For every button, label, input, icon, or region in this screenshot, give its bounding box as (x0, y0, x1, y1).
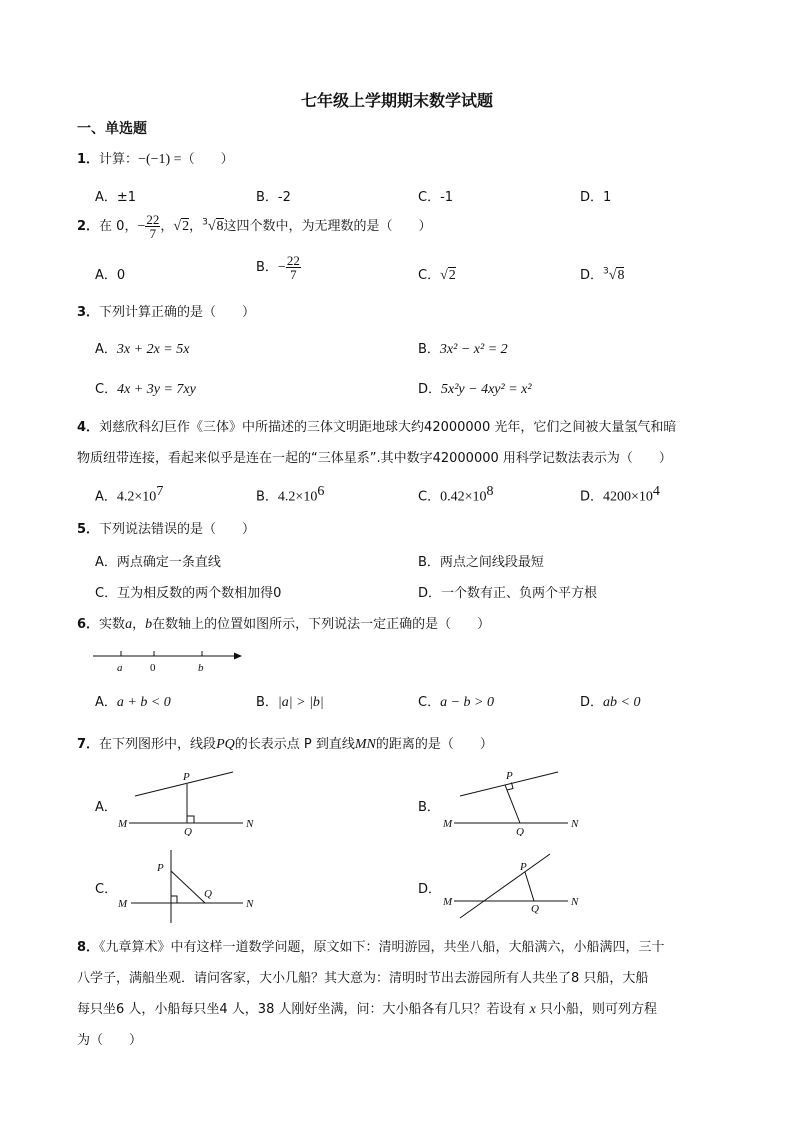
question-8-line2: 八学子，满船坐观．请问客家，大小几船？其大意为：清明时节出去游园所有人共坐了8 只船，大船 (77, 971, 649, 986)
question-1 (77, 148, 234, 168)
svg-text:P: P (520, 861, 527, 873)
q2-option-d[interactable]: D．$^3$√8 (580, 266, 625, 283)
question-number: 2． (77, 219, 100, 234)
q5-option-a[interactable]: A．两点确定一条直线 (95, 555, 221, 570)
q7-figure-d (440, 846, 590, 926)
q7-figure-c (115, 846, 265, 926)
question-2: 2．在 0，− $\frac{22}{7}$ ，√2，$^3$√8这四个数中，为无理数的是（ ） (77, 212, 432, 241)
q7-option-c[interactable]: C． (95, 882, 118, 897)
sqrt-radicand: 2 (182, 219, 190, 234)
q1-option-c[interactable]: C．-1 (418, 190, 454, 205)
svg-text:N: N (246, 898, 254, 910)
q3-option-d[interactable]: D．5x²y − 4xy² = x² (418, 382, 532, 397)
q6-option-b[interactable]: B．|a| > |b| (256, 695, 324, 710)
question-6: 6．实数a，b在数轴上的位置如图所示，下列说法一定正确的是（ ） (77, 617, 491, 632)
number-line-figure (90, 646, 250, 674)
q2-option-b[interactable]: B．− $\frac{22}{7}$ (256, 253, 300, 282)
page-title: 七年级上学期期末数学试题 (300, 91, 493, 110)
q3-option-c[interactable]: C．4x + 3y = 7xy (95, 382, 196, 397)
svg-text:M: M (443, 896, 453, 908)
q6-option-c[interactable]: C．a − b > 0 (418, 695, 494, 710)
axis-label-zero: 0 (150, 662, 156, 674)
section-heading: 一、单选题 (77, 121, 147, 137)
q5-option-b[interactable]: B．两点之间线段最短 (418, 555, 544, 570)
svg-text:P: P (183, 771, 190, 783)
svg-text:N: N (246, 818, 254, 830)
q2-option-c[interactable]: C．√2 (418, 268, 456, 283)
q4-option-b[interactable]: B．$4.2\times 10^6$ (256, 484, 325, 505)
svg-text:M: M (118, 818, 128, 830)
q1-option-d[interactable]: D．1 (580, 190, 612, 205)
svg-text:Q: Q (516, 826, 524, 836)
question-4-line2: 物质纽带连接，看起来似乎是连在一起的“三体星系”.其中数字42000000 用科学记数法表示为（ ） (77, 451, 672, 466)
axis-label-a: a (117, 662, 123, 674)
cbrt-radicand: 8 (216, 219, 224, 234)
svg-text:Q: Q (531, 903, 539, 915)
svg-text:Q: Q (184, 826, 192, 836)
question-text-2: 这四个数中，为无理数的是（ ） (223, 219, 432, 234)
question-number: 1． (77, 152, 100, 167)
q7-option-d[interactable]: D． (418, 882, 442, 897)
question-8-line4: 为（ ） (77, 1033, 143, 1048)
q7-option-a[interactable]: A． (95, 800, 117, 815)
math-expression: −(−1) = (138, 152, 182, 167)
q1-option-b[interactable]: B．-2 (256, 190, 291, 205)
svg-text:M: M (443, 818, 453, 830)
fraction: $\frac{22}{7}$ (146, 212, 160, 241)
q3-option-b[interactable]: B．3x² − x² = 2 (418, 342, 508, 357)
q4-option-c[interactable]: C．$0.42\times 10^8$ (418, 484, 494, 505)
question-3: 3．下列计算正确的是（ ） (77, 305, 256, 320)
q7-figure-b (440, 766, 590, 836)
svg-text:M: M (118, 898, 128, 910)
q5-option-c[interactable]: C．互为相反数的两个数相加得0 (95, 586, 282, 601)
q5-option-d[interactable]: D．一个数有正、负两个平方根 (418, 586, 598, 601)
fraction: $\frac{22}{7}$ (286, 253, 300, 282)
question-text: 在 0， (99, 219, 138, 234)
svg-text:N: N (571, 896, 579, 908)
answer-paren: （ ） (181, 152, 234, 167)
q4-option-a[interactable]: A．$4.2\times 10^7$ (95, 484, 164, 505)
q7-figure-a (115, 766, 265, 836)
q1-option-a[interactable]: A．±1 (95, 190, 137, 205)
q7-option-b[interactable]: B． (418, 800, 440, 815)
question-8: 8．《九章算术》中有这样一道数学问题，原文如下：清明游园，共坐八船，大船满六，小船满四，三十 (77, 940, 665, 955)
svg-text:P: P (157, 862, 164, 874)
question-7: 7．在下列图形中，线段PQ的长表示点 P 到直线MN的距离的是（ ） (77, 737, 493, 752)
q6-option-d[interactable]: D．ab < 0 (580, 695, 641, 710)
question-5: 5．下列说法错误的是（ ） (77, 522, 256, 537)
svg-text:P: P (506, 770, 513, 782)
q2-option-a[interactable]: A．0 (95, 268, 126, 283)
question-8-line3: 每只坐6 人，小船每只坐4 人，38 人刚好坐满，问：大小船各有几只？若设有 x 只小船，则可列方程 (77, 1002, 657, 1017)
question-4: 4．刘慈欣科幻巨作《三体》中所描述的三体文明距地球大约42000000 光年，它们之间被大量氢气和暗 (77, 420, 677, 435)
svg-text:N: N (571, 818, 579, 830)
q3-option-a[interactable]: A．3x + 2x = 5x (95, 342, 190, 357)
question-text: 计算： (99, 152, 139, 167)
q6-option-a[interactable]: A．a + b < 0 (95, 695, 171, 710)
q4-option-d[interactable]: D．$4200\times 10^4$ (580, 484, 660, 505)
svg-text:Q: Q (204, 888, 212, 900)
axis-label-b: b (198, 662, 204, 674)
